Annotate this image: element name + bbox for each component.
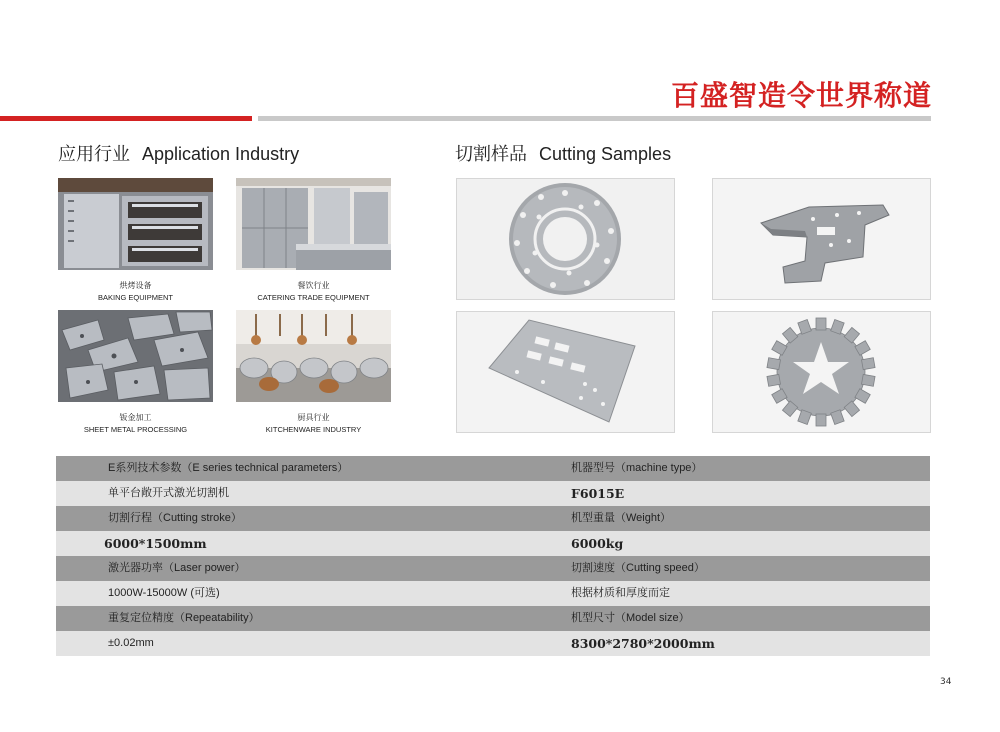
sample-brake-disc: [456, 178, 675, 300]
spec-label: 机型重量（Weight）: [571, 512, 672, 524]
table-row: [56, 556, 930, 581]
samples-title-en: Cutting Samples: [539, 144, 672, 164]
application-title-cn: 应用行业: [58, 144, 130, 164]
spec-label: E系列技术参数（E series technical parameters）: [108, 462, 349, 474]
panel-image: [457, 312, 674, 432]
industry-caption-cn: 钣金加工: [119, 413, 152, 422]
header-bar-gray: [258, 116, 931, 121]
industry-caption-en: SHEET METAL PROCESSING: [83, 425, 188, 434]
spec-label: 机型尺寸（Model size）: [571, 612, 690, 624]
table-row: [56, 481, 930, 506]
table-row: [56, 456, 930, 481]
kitchenware-photo: [236, 310, 391, 402]
slogan: 百盛智造令世界称道: [670, 79, 932, 112]
table-row: [56, 606, 930, 631]
header-bar-red: [0, 116, 252, 121]
baking-equipment-photo: [58, 178, 213, 270]
industry-caption-cn: 餐饮行业: [297, 281, 330, 290]
spec-value: 8300*2780*2000mm: [571, 636, 715, 651]
industry-caption-cn: 烘烤设备: [119, 281, 152, 290]
table-row: [56, 531, 930, 556]
sample-panel: [456, 311, 675, 433]
industry-catering: [236, 178, 391, 302]
gear-image: [713, 312, 930, 432]
application-title-en: Application Industry: [142, 144, 300, 164]
table-row: [56, 631, 930, 656]
spec-value: 根据材质和厚度而定: [571, 587, 670, 599]
industry-kitchenware: [236, 310, 391, 434]
brake-disc-image: [457, 179, 674, 299]
industry-caption-en: CATERING TRADE EQUIPMENT: [257, 293, 370, 302]
spec-value: ±0.02mm: [108, 637, 154, 649]
catering-equipment-photo: [236, 178, 391, 270]
spec-value: F6015E: [571, 486, 625, 501]
spec-label: 切割速度（Cutting speed）: [571, 562, 705, 574]
spec-value: 6000kg: [571, 536, 624, 551]
application-title: [58, 140, 299, 166]
spec-label: 激光器功率（Laser power）: [108, 562, 246, 574]
spec-value: 单平台敞开式激光切割机: [108, 487, 229, 499]
industry-sheet-metal: [58, 310, 213, 434]
industry-caption-en: KITCHENWARE INDUSTRY: [265, 425, 362, 434]
industry-caption-cn: 厨具行业: [297, 413, 330, 422]
industry-baking: [58, 178, 213, 302]
sheet-metal-photo: [58, 310, 213, 402]
sample-gear: [712, 311, 931, 433]
spec-value: 6000*1500mm: [104, 536, 207, 551]
samples-title: [455, 140, 671, 166]
spec-label: 重复定位精度（Repeatability）: [108, 612, 260, 624]
spec-table: [56, 456, 930, 656]
spec-label: 切割行程（Cutting stroke）: [108, 512, 242, 524]
table-row: [56, 581, 930, 606]
page-number: 34: [940, 677, 952, 687]
spec-value: 1000W-15000W (可选): [108, 587, 220, 599]
table-row: [56, 506, 930, 531]
industry-caption-en: BAKING EQUIPMENT: [97, 293, 173, 302]
samples-title-cn: 切割样品: [455, 144, 527, 164]
bracket-image: [713, 179, 930, 299]
spec-label: 机器型号（machine type）: [571, 462, 703, 474]
sample-bracket: [712, 178, 931, 300]
